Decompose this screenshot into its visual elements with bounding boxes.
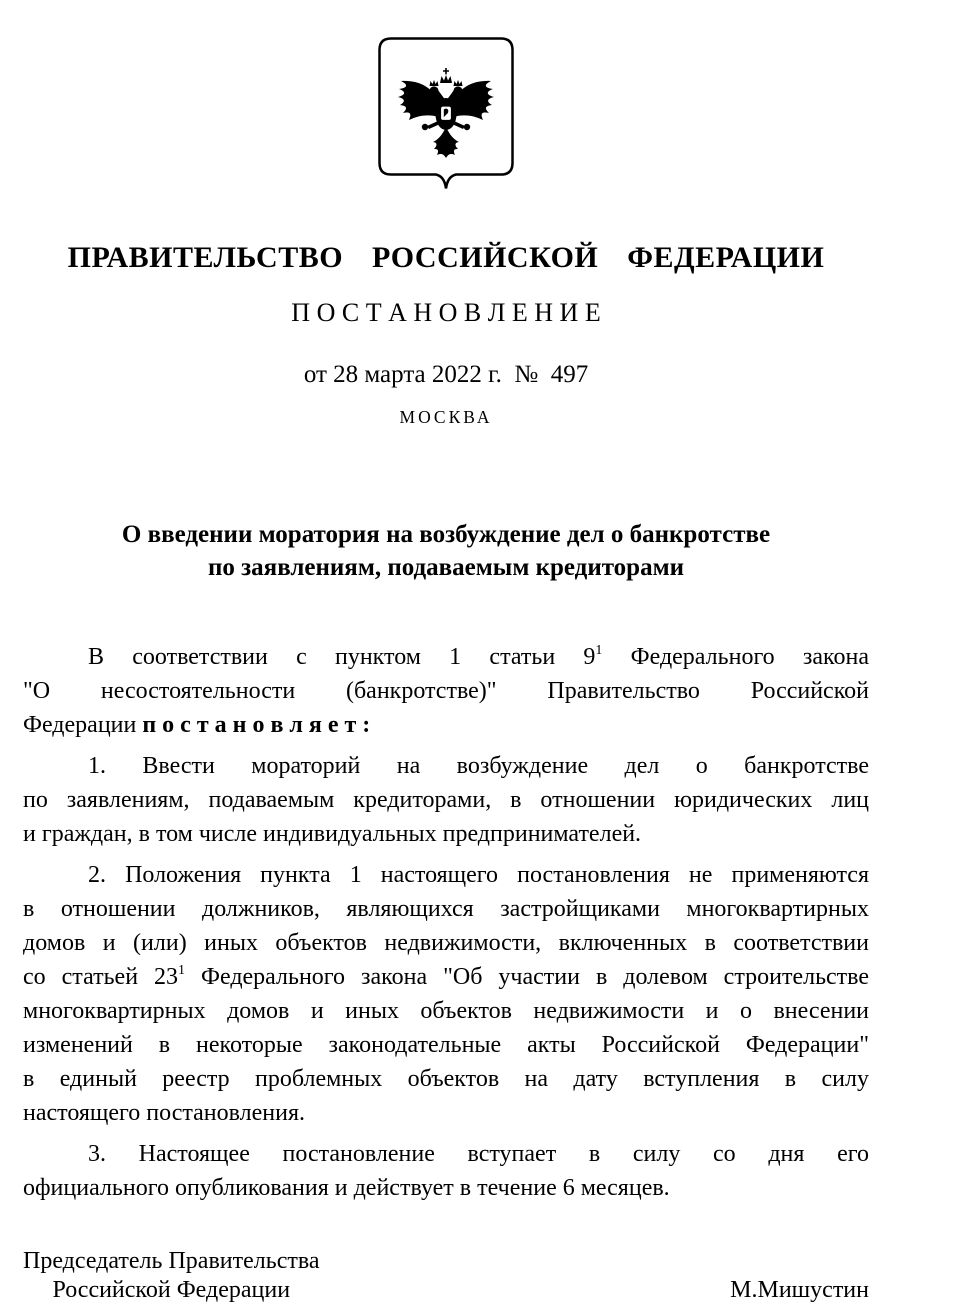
line-text: Федерального закона "Об участии в долевом строительстве <box>185 964 870 990</box>
line-text: изменений в некоторые законодательные акты Российской Федерации" <box>23 1032 869 1058</box>
text-line <box>23 1096 869 1130</box>
paragraph-item-2 <box>23 858 869 1130</box>
line-text: официального опубликования и действует в течение 6 месяцев. <box>23 1175 670 1201</box>
text-line <box>23 892 869 926</box>
line-text: в единый реестр проблемных объектов на дату вступления в силу <box>23 1066 869 1092</box>
line-text: 2. Положения пункта 1 настоящего постановления не применяются <box>88 862 869 888</box>
document-type: П О С Т А Н О В Л Е Н И Е <box>291 298 601 327</box>
text-line <box>23 994 869 1028</box>
text-line <box>23 1171 869 1205</box>
line-text: В соответствии с пунктом 1 статьи 9 <box>88 644 596 670</box>
line-text: 3. Настоящее постановление вступает в силу со дня его <box>88 1141 869 1167</box>
text-line <box>23 960 869 994</box>
line-text: настоящего постановления. <box>23 1100 306 1126</box>
line-text: со статьей 23 <box>23 964 179 990</box>
text-line <box>23 640 869 674</box>
text-line <box>23 1028 869 1062</box>
line-text: "О несостоятельности (банкротстве)" Правительство Российской <box>23 678 869 704</box>
line-text: Федерации <box>23 712 143 738</box>
document-title <box>23 518 869 584</box>
text-line <box>23 926 869 960</box>
text-line <box>23 783 869 817</box>
signatory-position <box>23 1247 320 1305</box>
line-text: по заявлениям, подаваемым кредиторами, в отношении юридических лиц <box>23 787 869 813</box>
coat-of-arms <box>377 36 515 194</box>
text-line <box>23 1137 869 1171</box>
city-label: МОСКВА <box>399 407 493 427</box>
signatory-position-line-2: Российской Федерации <box>52 1277 291 1303</box>
document-body <box>23 640 869 1205</box>
text-line <box>23 674 869 708</box>
line-text: Федерального закона <box>602 644 869 670</box>
text-line <box>23 708 869 742</box>
title-line-1: О введении моратория на возбуждение дел о банкротстве <box>121 521 771 548</box>
signatory-position-line-1: Председатель Правительства <box>23 1248 320 1274</box>
content-column <box>23 36 869 1305</box>
line-text: в отношении должников, являющихся застройщиками многоквартирных <box>23 896 869 922</box>
text-line <box>23 1062 869 1096</box>
signature-block <box>23 1247 869 1305</box>
superscript: 1 <box>595 643 603 658</box>
line-text: и граждан, в том числе индивидуальных предпринимателей. <box>23 821 642 847</box>
paragraph-item-1 <box>23 749 869 851</box>
text-line <box>23 817 869 851</box>
paragraph-intro <box>23 640 869 742</box>
issuing-authority: ПРАВИТЕЛЬСТВО РОССИЙСКОЙ ФЕДЕРАЦИИ <box>67 241 825 274</box>
title-line-2: по заявлениям, подаваемым кредиторами <box>207 554 685 581</box>
line-text: домов и (или) иных объектов недвижимости, включенных в соответствии <box>23 930 869 956</box>
paragraph-item-3 <box>23 1137 869 1205</box>
line-text: 1. Ввести мораторий на возбуждение дел о банкротстве <box>88 753 869 779</box>
text-line <box>23 858 869 892</box>
signatory-name: М.Мишустин <box>730 1277 869 1303</box>
line-text: многоквартирных домов и иных объектов недвижимости и о внесении <box>23 998 869 1024</box>
date-and-number: от 28 марта 2022 г. № 497 <box>303 361 589 388</box>
double-headed-eagle-icon <box>377 36 515 194</box>
text-line <box>23 749 869 783</box>
decree-word: п о с т а н о в л я е т : <box>142 712 371 738</box>
superscript: 1 <box>178 963 186 978</box>
